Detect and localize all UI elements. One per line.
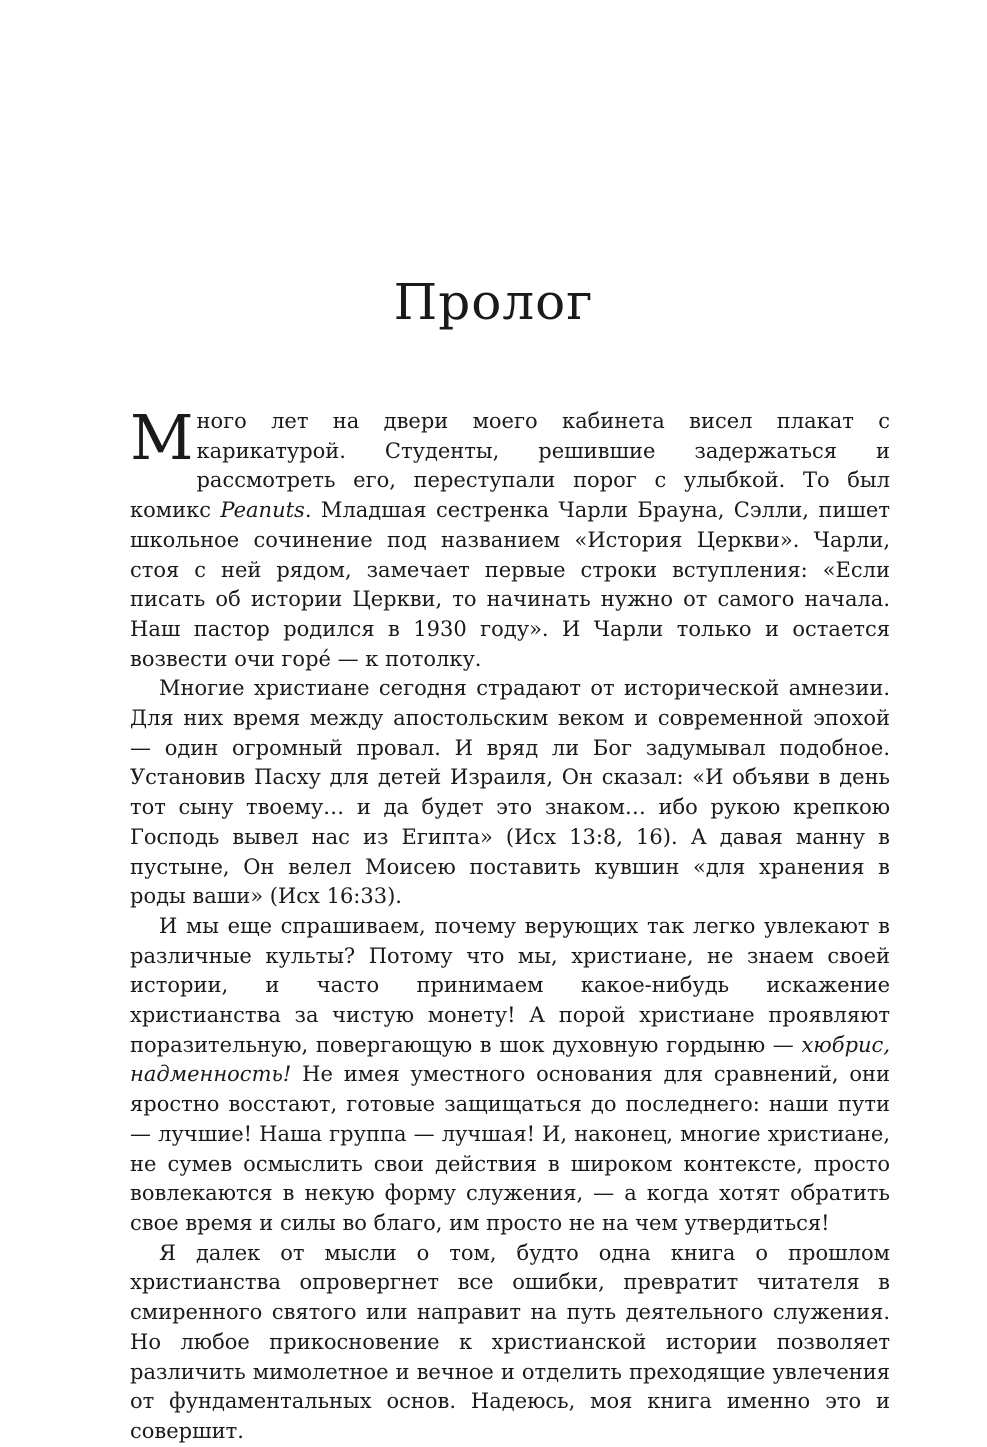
text-run: Многие христиане сегодня страдают от исторической амнезии. Для них время между апостольским веком и современной эпохой — один огромный провал. И вряд ли Бог задумывал подобное. Установив Пасху для детей Израиля, Он сказал: «И объяви в день тот сыну твоему… и да будет это знаком… ибо рукою крепкою Господь вывел нас из Египта» (Исх 13:8, 16). А давая манну в пустыне, Он велел Моисею поставить кувшин «для хранения в роды ваши» (Исх 16:33). <box>130 676 890 909</box>
drop-cap: М <box>130 401 194 474</box>
text-run: ного лет на двери моего кабинета висел плакат с карикатурой. Студенты, решившие задержаться и рассмотреть его, переступали порог с улыбкой. То был комикс <box>130 409 890 523</box>
body-text <box>130 401 890 1447</box>
italic-phrase-hubris: хюбрис, надменность! <box>130 1032 890 1087</box>
text-run: . Младшая сестренка Чарли Брауна, Сэлли, пишет школьное сочинение под названием «История Церкви». Чарли, стоя с ней рядом, замечает первые строки вступления: «Если писать об истории Церкви, то начинать нужно от самого начала. Наш пастор родился в 1930 году». И Чарли только и остается возвести очи горé — к потолку. <box>130 498 890 671</box>
text-run: Я далек от мысли о том, будто одна книга о прошлом христианства опровергнет все ошибки, превратит читателя в смиренного святого или направит на путь деятельного служения. Но любое прикосновение к христианской истории позволяет различить мимолетное и вечное и отделить преходящие увлечения от фундаментальных основ. Надеюсь, моя книга именно это и совершит. <box>130 1240 890 1443</box>
paragraph-2 <box>130 674 890 912</box>
text-run: Не имея уместного основания для сравнений, они яростно восстают, готовые защищаться до последнего: наши пути — лучшие! Наша группа — лучшая! И, наконец, многие христиане, не сумев осмыслить свои действия в широком контексте, просто вовлекаются в некую форму служения, — а когда хотят обратить свое время и силы во благо, им просто не на чем утвердиться! <box>130 1062 890 1235</box>
paragraph-1 <box>130 401 890 674</box>
text-run: И мы еще спрашиваем, почему верующих так легко увлекают в различные культы? Потому что мы, христиане, не знаем своей истории, и часто принимаем какое-нибудь искажение христианства за чистую монету! А порой христиане проявляют поразительную, повергающую в шок духовную гордыню — <box>130 913 890 1057</box>
paragraph-4 <box>130 1239 890 1447</box>
chapter-title: Пролог <box>393 273 594 331</box>
italic-title-peanuts: Peanuts <box>220 498 305 523</box>
paragraph-3 <box>130 912 890 1239</box>
